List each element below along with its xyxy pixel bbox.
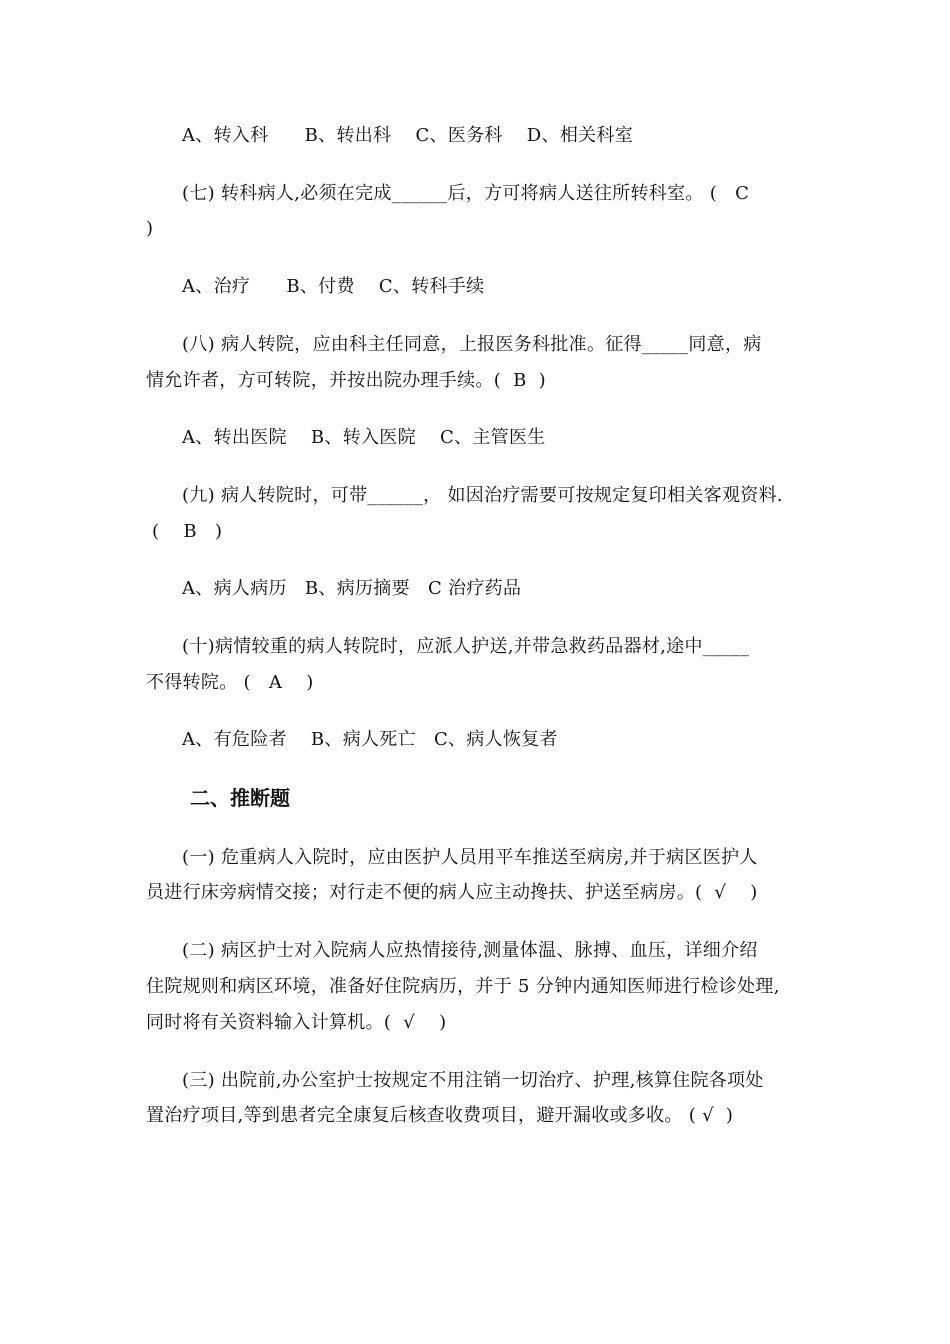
section-heading: 二、推断题 [190, 786, 290, 810]
judgment-2-line-3: 同时将有关资料输入计算机。( √ ) [146, 1012, 447, 1033]
options-q9: A、病人病历 B、病历摘要 C 治疗药品 [182, 578, 522, 599]
options-q8: A、转出医院 B、转入医院 C、主管医生 [182, 427, 546, 448]
question-10-line-2: 不得转院。 ( A ) [146, 672, 314, 693]
question-9-line-2: ( B ) [146, 521, 223, 542]
question-8-line-2: 情允许者，方可转院，并按出院办理手续。( B ) [146, 370, 546, 391]
question-8-line-1: (八) 病人转院，应由科主任同意，上报医务科批准。征得_____同意，病 [182, 334, 762, 355]
options-q7: A、治疗 B、付费 C、转科手续 [182, 276, 485, 297]
judgment-3-line-1: (三) 出院前,办公室护士按规定不用注销一切治疗、护理,核算住院各项处 [182, 1070, 764, 1091]
options-q10: A、有危险者 B、病人死亡 C、病人恢复者 [182, 729, 558, 750]
judgment-3-line-2: 置治疗项目,等到患者完全康复后核查收费项目，避开漏收或多收。 ( √ ) [146, 1105, 734, 1126]
judgment-1-line-1: (一) 危重病人入院时，应由医护人员用平车推送至病房,并于病区医护人 [182, 847, 758, 868]
judgment-2-line-1: (二) 病区护士对入院病人应热情接待,测量体温、脉搏、血压，详细介绍 [182, 940, 758, 961]
question-7-line-2: ) [146, 218, 154, 239]
options-q6: A、转入科 B、转出科 C、医务科 D、相关科室 [182, 125, 634, 146]
question-7-line-1: (七) 转科病人,必须在完成______后，方可将病人送往所转科室。 ( C [182, 183, 750, 204]
judgment-1-line-2: 员进行床旁病情交接；对行走不便的病人应主动搀扶、护送至病房。( √ ) [146, 882, 758, 903]
question-9-line-1: (九) 病人转院时，可带______， 如因治疗需要可按规定复印相关客观资料. [182, 485, 783, 506]
judgment-2-line-2: 住院规则和病区环境，准备好住院病历，并于 5 分钟内通知医师进行检诊处理, [146, 976, 780, 997]
question-10-line-1: (十)病情较重的病人转院时，应派人护送,并带急救药品器材,途中_____ [182, 636, 750, 657]
